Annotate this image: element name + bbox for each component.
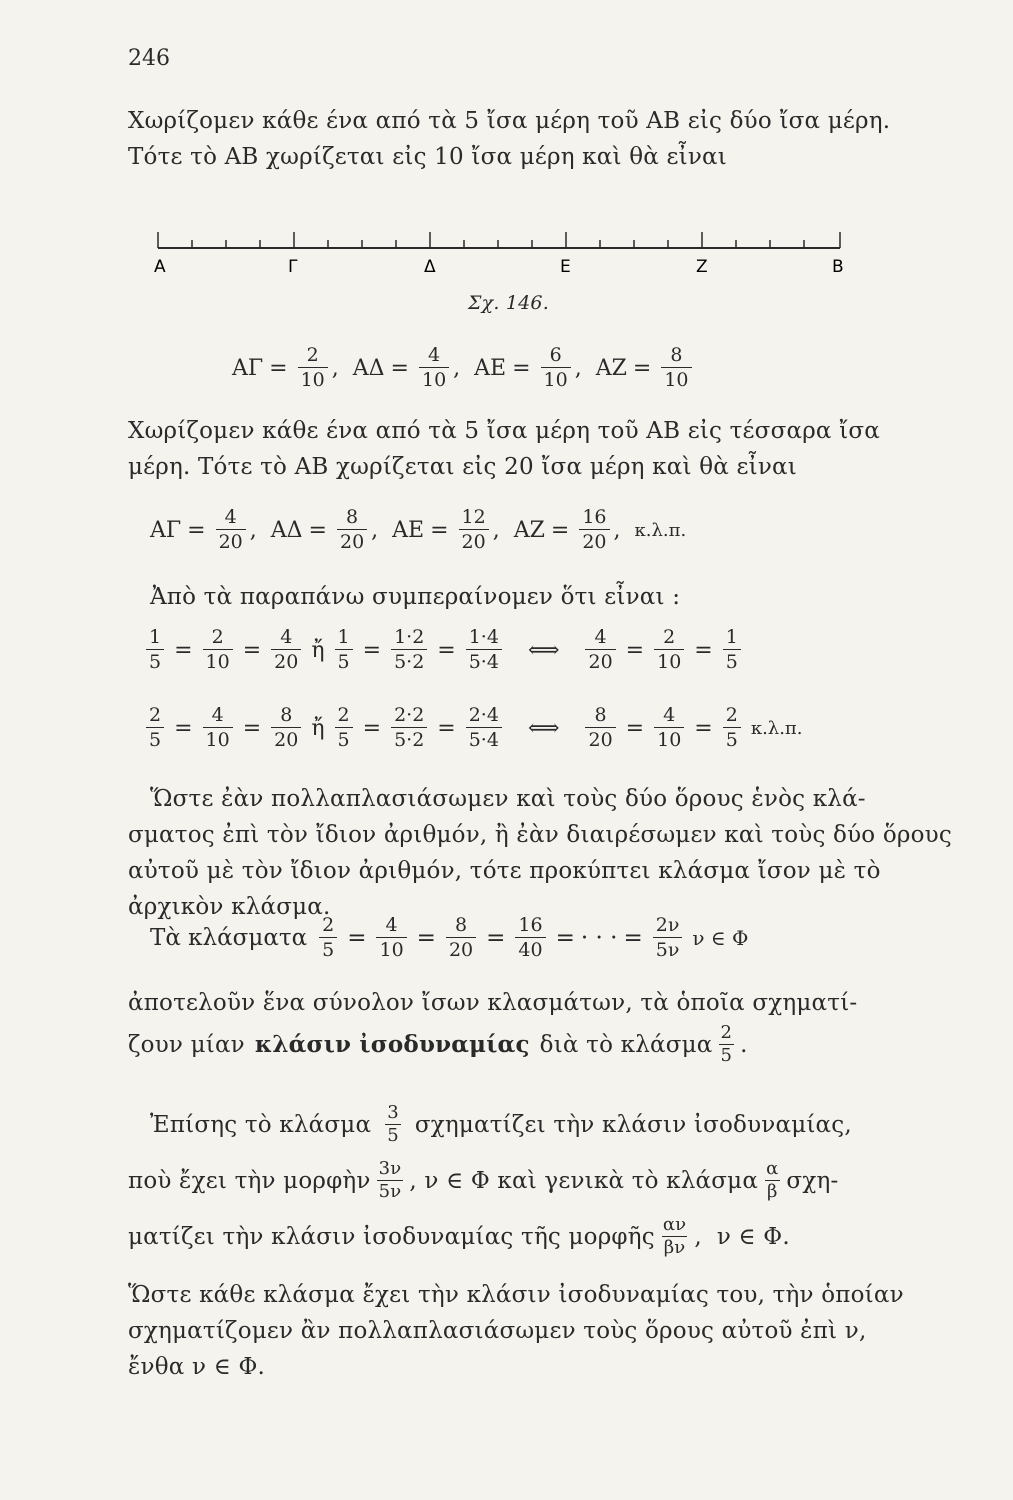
frac-ad-tenths: $\frac{4}{10}$	[419, 346, 449, 390]
eq-row1: $\frac{1}{5}$ = $\frac{2}{10}$ = $\frac{4}{20}$ ἤ $\frac{1}{5}$ = $\frac{1\cdot 2}{5\cdot 2}$ = $\frac{1\cdot 4}{5\cdot 4}$ ⟺ $\frac{4}{20}$ = $\frac{2}{10}$ = $\frac{1}{5}$	[142, 628, 745, 672]
row1-h1: $\frac{4}{20}$	[585, 628, 615, 672]
para5-line2: ζουν μίαν κλάσιν ἰσοδυναμίας διὰ τὸ κλάσμα $\frac{2}{5}$ .	[128, 1022, 748, 1066]
row1-g3: $\frac{1\cdot 4}{5\cdot 4}$	[466, 628, 502, 672]
row1-h3: $\frac{1}{5}$	[723, 628, 741, 672]
row1-f3: $\frac{4}{20}$	[271, 628, 301, 672]
para6-frac3: $\frac{\alpha}{\beta}$	[766, 1158, 779, 1202]
para1-line1: Χωρίζομεν κάθε ένα από τὰ 5 ἴσα μέρη τοῦ ΑΒ εἰς δύο ἴσα μέρη.	[128, 108, 891, 134]
label-g: Γ	[288, 257, 298, 277]
row1-iff: ⟺	[527, 637, 560, 663]
eq-class: Τὰ κλάσματα $\frac{2}{5}$ = $\frac{4}{10}$ = $\frac{8}{20}$ = $\frac{16}{40}$ = · · · = $\frac{2\nu}{5\nu}$ ν ∈ Φ	[150, 914, 749, 961]
para6-line3: ματίζει τὴν κλάσιν ἰσοδυναμίας τῆς μορφῆς $\frac{\alpha\nu}{\beta\nu}$ , ν ∈ Φ.	[128, 1214, 790, 1258]
row2-h2: $\frac{4}{10}$	[654, 706, 684, 750]
frac-ad-twentieths: $\frac{8}{20}$	[337, 508, 367, 552]
para2-line2: μέρη. Τότε τὸ ΑΒ χωρίζεται εἰς 20 ἴσα μέρη καὶ θὰ εἶναι	[128, 454, 797, 480]
seg-ag-2: ΑΓ	[150, 517, 182, 543]
page-number: 246	[128, 46, 170, 71]
row2-f1: $\frac{2}{5}$	[146, 706, 164, 750]
eq-twentieths: ΑΓ = $\frac{4}{20}$ , ΑΔ = $\frac{8}{20}$ , ΑΕ = $\frac{12}{20}$ , ΑΖ = $\frac{16}{20}$ , κ.λ.π.	[150, 506, 687, 553]
label-b: Β	[832, 257, 844, 277]
para5-line1: ἀποτελοῦν ἕνα σύνολον ἴσων κλασμάτων, τὰ ὁποῖα σχηματί-	[128, 990, 858, 1016]
class-cond: ν ∈ Φ	[692, 926, 749, 950]
figure-caption: Σχ. 146.	[468, 292, 549, 314]
label-a: Α	[154, 257, 166, 277]
para3: Ἀπὸ τὰ παραπάνω συμπεραίνομεν ὅτι εἶναι :	[150, 584, 681, 610]
frac-ae-twentieths: $\frac{12}{20}$	[459, 508, 489, 552]
frac-az-tenths: $\frac{8}{10}$	[661, 346, 691, 390]
label-e: Ε	[560, 257, 571, 277]
row2-f3: $\frac{8}{20}$	[271, 706, 301, 750]
para6-line6: ἔνθα ν ∈ Φ.	[128, 1354, 266, 1380]
segment-figure	[150, 228, 870, 288]
frac-ae-tenths: $\frac{6}{10}$	[541, 346, 571, 390]
frac-ag-twentieths: $\frac{4}{20}$	[216, 508, 246, 552]
para4-line4: ἀρχικὸν κλάσμα.	[128, 894, 331, 920]
class-f4: $\frac{16}{40}$	[515, 916, 545, 960]
eq-tenths: ΑΓ = $\frac{2}{10}$ , ΑΔ = $\frac{4}{10}$ , ΑΕ = $\frac{6}{10}$ , ΑΖ = $\frac{8}{10}$	[232, 346, 696, 390]
row2-g3: $\frac{2\cdot 4}{5\cdot 4}$	[466, 706, 502, 750]
row2-h1: $\frac{8}{20}$	[585, 706, 615, 750]
class-dots: · · ·	[580, 925, 618, 951]
row1-h2: $\frac{2}{10}$	[654, 628, 684, 672]
row2-f2: $\frac{4}{10}$	[203, 706, 233, 750]
class-f1: $\frac{2}{5}$	[319, 916, 337, 960]
row2-g1: $\frac{2}{5}$	[335, 706, 353, 750]
para6-line5: σχηματίζομεν ἂν πολλαπλασιάσωμεν τοὺς ὅρους αὐτοῦ ἐπὶ ν,	[128, 1318, 867, 1344]
para4-line1: Ὥστε ἐὰν πολλαπλασιάσωμεν καὶ τοὺς δύο ὅρους ἑνὸς κλά-	[150, 786, 866, 812]
label-d: Δ	[424, 257, 436, 277]
row1-g2: $\frac{1\cdot 2}{5\cdot 2}$	[391, 628, 427, 672]
frac-ag-tenths: $\frac{2}{10}$	[298, 346, 328, 390]
class-f2: $\frac{4}{10}$	[376, 916, 406, 960]
para6-frac1: $\frac{3}{5}$	[387, 1102, 399, 1146]
row2-iff: ⟺	[527, 715, 560, 741]
seg-az-2: ΑΖ	[513, 517, 545, 543]
eq-row2: $\frac{2}{5}$ = $\frac{4}{10}$ = $\frac{8}{20}$ ἤ $\frac{2}{5}$ = $\frac{2\cdot 2}{5\cdot 2}$ = $\frac{2\cdot 4}{5\cdot 4}$ ⟺ $\frac{8}{20}$ = $\frac{4}{10}$ = $\frac{2}{5}$ κ.λ.π.	[142, 706, 808, 750]
etc-1: κ.λ.π.	[634, 519, 687, 541]
para6-line4: Ὥστε κάθε κλάσμα ἔχει τὴν κλάσιν ἰσοδυναμίας του, τὴν ὁποίαν	[128, 1282, 904, 1308]
bold-equivalence-class: κλάσιν ἰσοδυναμίας	[254, 1031, 530, 1058]
row1-g1: $\frac{1}{5}$	[335, 628, 353, 672]
para6-frac2: $\frac{3\nu}{5\nu}$	[378, 1158, 402, 1202]
class-f3: $\frac{8}{20}$	[446, 916, 476, 960]
row2-g2: $\frac{2\cdot 2}{5\cdot 2}$	[391, 706, 427, 750]
seg-ag: ΑΓ	[232, 355, 264, 381]
frac-az-twentieths: $\frac{16}{20}$	[579, 508, 609, 552]
para6-line1: Ἐπίσης τὸ κλάσμα $\frac{3}{5}$ σχηματίζει τὴν κλάσιν ἰσοδυναμίας,	[150, 1102, 852, 1146]
para4-line2: σματος ἐπὶ τὸν ἴδιον ἀριθμόν, ἢ ἐὰν διαιρέσωμεν καὶ τοὺς δύο ὅρους	[128, 822, 952, 848]
para6-frac4: $\frac{\alpha\nu}{\beta\nu}$	[662, 1214, 687, 1258]
seg-ad: ΑΔ	[352, 355, 385, 381]
para2-line1: Χωρίζομεν κάθε ένα από τὰ 5 ἴσα μέρη τοῦ ΑΒ εἰς τέσσαρα ἴσα	[128, 418, 881, 444]
row1-f1: $\frac{1}{5}$	[146, 628, 164, 672]
row1-or: ἤ	[311, 637, 325, 663]
class-fn: $\frac{2\nu}{5\nu}$	[653, 916, 683, 960]
seg-ae-2: ΑΕ	[392, 517, 425, 543]
para1-line2: Τότε τὸ ΑΒ χωρίζεται εἰς 10 ἴσα μέρη καὶ θὰ εἶναι	[128, 144, 727, 170]
label-z: Ζ	[696, 257, 708, 277]
para5-frac: $\frac{2}{5}$	[720, 1022, 733, 1066]
row2-h3: $\frac{2}{5}$	[723, 706, 741, 750]
etc-2: κ.λ.π.	[750, 717, 803, 739]
eq-class-lead: Τὰ κλάσματα	[150, 925, 308, 951]
para6-line2: ποὺ ἔχει τὴν μορφὴν $\frac{3\nu}{5\nu}$ , ν ∈ Φ καὶ γενικὰ τὸ κλάσμα $\frac{\alpha}{\beta}$ σχη-	[128, 1158, 839, 1202]
seg-ad-2: ΑΔ	[270, 517, 303, 543]
row2-or: ἤ	[311, 715, 325, 741]
row1-f2: $\frac{2}{10}$	[203, 628, 233, 672]
seg-ae: ΑΕ	[474, 355, 507, 381]
para4-line3: αὐτοῦ μὲ τὸν ἴδιον ἀριθμόν, τότε προκύπτει κλάσμα ἴσον μὲ τὸ	[128, 858, 881, 884]
seg-az: ΑΖ	[595, 355, 627, 381]
